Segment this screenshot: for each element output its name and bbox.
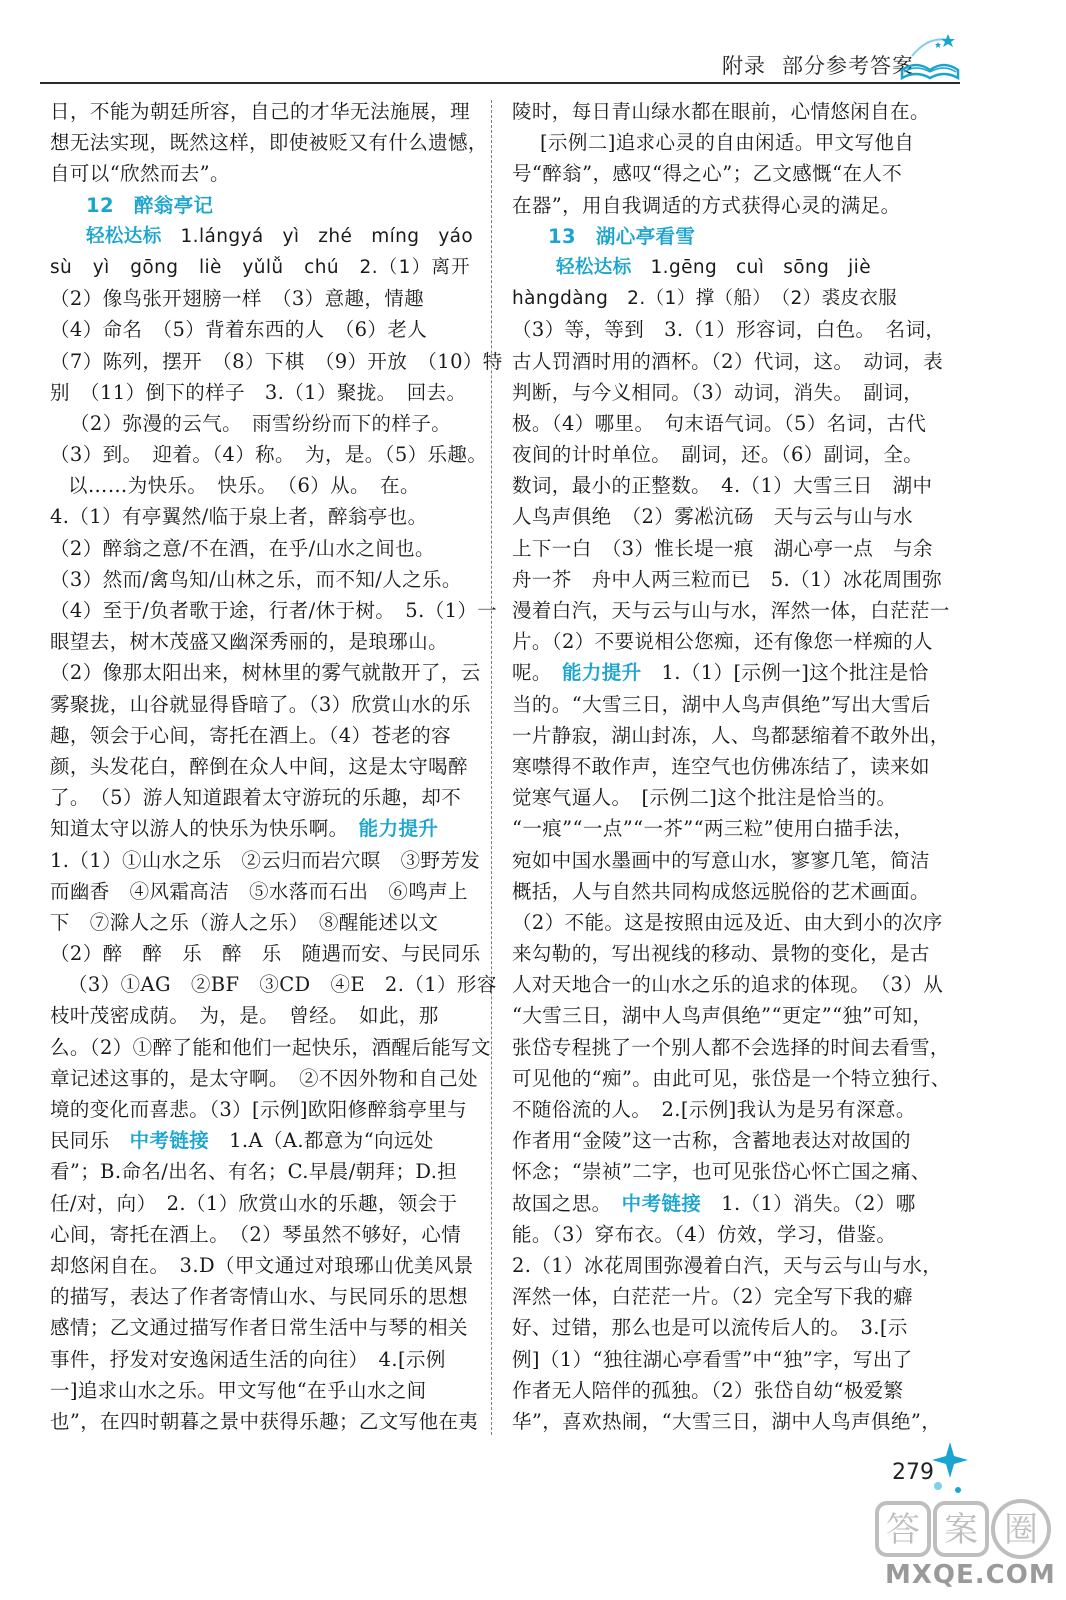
text-line: 1.（1）[示例一]这个批注是恰 [661,661,929,685]
text-line: 下 ⑦滁人之乐（游人之乐） ⑧醒能述以文 [50,910,439,934]
section-title-12: 12 醉翁亭记 [86,193,214,217]
text-line: 好、过错，那么也是可以流传后人的。 3.[示 [512,1316,908,1340]
tag-zhongkao: 中考链接 [129,1129,210,1153]
text-line: 张岱专程挑了一个别人都不会选择的时间去看雪， [512,1035,950,1059]
watermark-logo-char: 圈 [1004,1510,1038,1550]
text-line: 1.gēng cuì sōng jiè [650,256,871,278]
text-line: 来勾勒的，写出视线的移动、景物的变化，是古 [512,942,930,966]
text-line: 人鸟声俱绝 （2）雾凇沆砀 天与云与山与水 [512,505,914,529]
header-rule [40,82,960,84]
text-line: 1.（1）①山水之乐 ②云归而岩穴暝 ③野芳发 [50,848,481,872]
text-line: 了。 （5）游人知道跟着太守游玩的乐趣，却不 [50,786,462,810]
text-line: “一痕”“一点”“一芥”“两三粒”使用白描手法， [512,817,914,841]
text-line: 古人罚酒时用的酒杯。（2）代词，这。 动词，表 [512,349,944,373]
text-line: 号“醉翁”，感叹“得之心”；乙文感慨“在人不 [512,162,903,186]
text-line: 陵时，每日青山绿水都在眼前，心情悠闲自在。 [512,100,930,123]
text-line: 感情；乙文通过描写作者日常生活中与琴的相关 [50,1316,468,1340]
left-column [50,96,503,1437]
text-line: 寒噤得不敢作声，连空气也仿佛冻结了，读来如 [512,754,930,778]
text-line: 雾聚拢，山谷就显得昏暗了。（3）欣赏山水的乐 [50,692,471,716]
text-line: （2）醉 醉 乐 醉 乐 随遇而安、与民同乐 [50,942,481,966]
text-line: “大雪三日，湖中人鸟声俱绝”“更定”“独”可知， [512,1004,933,1028]
text-line: 人对天地合一的山水之乐的追求的体现。 （3）从 [512,973,944,997]
text-line: 知道太守以游人的快乐为快乐啊。 [50,817,339,841]
tag-nengli: 能力提升 [561,661,642,685]
column-divider [491,100,492,1435]
text-line: （3）到。 迎着。（4）称。 为，是。（5）乐趣。 [50,443,488,467]
text-line: 故国之思。 [512,1191,602,1215]
text-line: 当的。“大雪三日，湖中人鸟声俱绝”写出大雪后 [512,692,931,716]
text-line: 1.（1）消失。（2）哪 [721,1191,916,1215]
text-line: （7）陈列，摆开 （8）下棋 （9）开放 （10）特 [50,349,503,373]
text-line: 一]追求山水之乐。甲文写他“在乎山水之间 [50,1378,427,1402]
text-line: （4）至于/负者歌于途，行者/休于树。 5.（1）一 [50,599,498,622]
text-line: 可见他的“痴”。由此可见，张岱是一个特立独行、 [512,1066,951,1090]
text-line: 颜，头发花白，醉倒在众人中间，这是太守喝醉 [50,754,468,778]
tag-zhongkao: 中考链接 [621,1191,702,1215]
text-line: 华”，喜欢热闹，“大雪三日，湖中人鸟声俱绝”， [512,1409,942,1433]
text-line: （4）命名 （5）背着东西的人 （6）老人 [50,318,428,342]
text-line: （2）醉翁之意/不在酒，在乎/山水之间也。 [50,536,435,560]
text-line: 怀念；“崇祯”二字，也可见张岱心怀亡国之痛、 [512,1160,931,1184]
text-line: 么。（2）①醉了能和他们一起快乐，酒醒后能写文 [50,1035,491,1059]
right-column [512,96,951,1437]
text-line: 数词，最小的正整数。 4.（1）大雪三日 湖中 [512,474,933,498]
text-line: 1.A（A.都意为“向远处 [229,1129,434,1153]
watermark-url: MXQE.COM [885,1560,1056,1590]
open-book-icon [898,30,962,84]
text-line: 境的变化而喜悲。（3）[示例]欧阳修醉翁亭里与 [50,1098,468,1121]
watermark-logo-char: 答 [886,1510,920,1550]
text-line: 自可以“欣然而去”。 [50,162,230,186]
text-line: 事件，抒发对安逸闲适生活的向往） 4.[示例 [50,1347,446,1371]
text-line: 上下一白 （3）惟长堤一痕 湖心亭一点 与余 [512,536,933,560]
text-line: 却悠闲自在。 3.D（甲文通过对琅琊山优美风景 [50,1253,474,1277]
text-line: 觉寒气逼人。 [示例二]这个批注是恰当的。 [512,786,897,810]
text-line: 章记述这事的，是太守啊。 ②不因外物和自己处 [50,1066,479,1090]
text-line: （2）不能。这是按照由远及近、由大到小的次序 [512,910,943,934]
text-line: 浑然一体，白茫茫一片。（2）完全写下我的癖 [512,1285,914,1309]
text-line: 趣，领会于心间，寄托在酒上。（4）苍老的容 [50,723,452,747]
watermark-logo-char: 案 [944,1510,978,1550]
text-line: 夜间的计时单位。 副词，还。（6）副词，全。 [512,443,924,467]
tag-qingsong: 轻松达标 [556,256,632,278]
text-line: 一片静寂，湖山封冻，人、鸟都瑟缩着不敢外出， [512,723,950,747]
text-line: 能。（3）穿布衣。（4）仿效，学习，借鉴。 [512,1222,897,1246]
text-line: 极。（4）哪里。 句末语气词。（5）名词，古代 [512,411,927,435]
text-line: 在器”，用自我调适的方式获得心灵的满足。 [512,193,901,217]
text-line: 舟一芥 舟中人两三粒而已 5.（1）冰花周围弥 [512,567,943,591]
text-line: 概括，人与自然共同构成悠远脱俗的艺术画面。 [512,879,930,903]
text-line: 4.（1）有亭翼然/临于泉上者，醉翁亭也。 [50,505,428,529]
page-number: 279 [892,1460,934,1485]
text-line: 例]（1）“独往湖心亭看雪”中“独”字，写出了 [512,1347,913,1371]
text-line: （2）像鸟张开翅膀一样 （3）意趣，情趣 [50,287,425,311]
text-line: hàngdàng 2.（1）撑（船） （2）裘皮衣服 [512,288,898,310]
text-line: （2）像那太阳出来，树林里的雾气就散开了，云 [50,661,481,685]
sparkle-icon [930,1440,970,1500]
running-header [722,50,914,80]
text-line: 枝叶茂密成荫。 为，是。 曾经。 如此，那 [50,1004,439,1028]
tag-qingsong: 轻松达标 [86,225,162,247]
text-line: 不随俗流的人。 2.[示例]我认为是另有深意。 [512,1098,916,1121]
text-line: 日，不能为朝廷所容，自己的才华无法施展，理 [50,100,470,123]
text-line: （3）然而/禽鸟知/山林之乐，而不知/人之乐。 [50,567,462,591]
text-line: 宛如中国水墨画中的写意山水，寥寥几笔，简洁 [512,848,930,872]
text-line: 作者用“金陵”这一古称，含蓄地表达对故国的 [512,1129,911,1153]
text-line: 任/对，向） 2.（1）欣赏山水的乐趣，领会于 [50,1191,458,1215]
text-line: （3）等，等到 3.（1）形容词，白色。 名词， [512,318,946,342]
text-line: 也”，在四时朝暮之景中获得乐趣；乙文写他在夷 [50,1409,479,1433]
text-line: 而幽香 ④风霜高洁 ⑤水落而石出 ⑥鸣声上 [50,879,468,903]
text-line: （3）①AG ②BF ③CD ④E 2.（1）形容 [68,973,497,997]
text-line: 漫着白汽，天与云与山与水，浑然一体，白茫茫一 [512,599,950,622]
text-line: 的描写，表达了作者寄情山水、与民同乐的思想 [50,1285,468,1309]
header-appendix: 附录 [722,54,766,78]
text-line: 判断，与今义相同。（3）动词，消失。 副词， [512,380,924,404]
text-line: 以……为快乐。 快乐。 （6）从。 在。 [68,474,420,498]
text-line: 作者无人陪伴的孤独。（2）张岱自幼“极爱繁 [512,1378,904,1402]
text-line: 看”；B.命名/出名、有名；C.早晨/朝拜；D.担 [50,1160,458,1184]
text-line: [示例二]追求心灵的自由闲适。甲文写他自 [540,131,915,155]
text-line: 想无法实现，既然这样，即使被贬又有什么遗憾， [50,131,488,155]
text-line: 1.lángyá yì zhé míng yáo [180,225,474,247]
text-line: 片。（2）不要说相公您痴，还有像您一样痴的人 [512,630,933,654]
text-line: 2.（1）冰花周围弥漫着白汽，天与云与山与水， [512,1253,943,1277]
text-line: 心间，寄托在酒上。 （2）琴虽然不够好，心情 [50,1222,462,1246]
text-line: sù yì gōng liè yǔlǚ chú 2.（1）离开 [50,256,470,278]
section-title-13: 13 湖心亭看雪 [548,224,696,248]
header-title: 部分参考答案 [782,54,914,78]
text-line: 别 （11）倒下的样子 3.（1）聚拢。 回去。 [50,380,467,404]
text-line: （2）弥漫的云气。 雨雪纷纷而下的样子。 [70,411,452,435]
text-line: 眼望去，树木茂盛又幽深秀丽的，是琅琊山。 [50,630,449,654]
text-line: 呢。 [512,661,543,685]
text-line: 民同乐 [50,1129,110,1153]
tag-nengli: 能力提升 [358,817,439,841]
